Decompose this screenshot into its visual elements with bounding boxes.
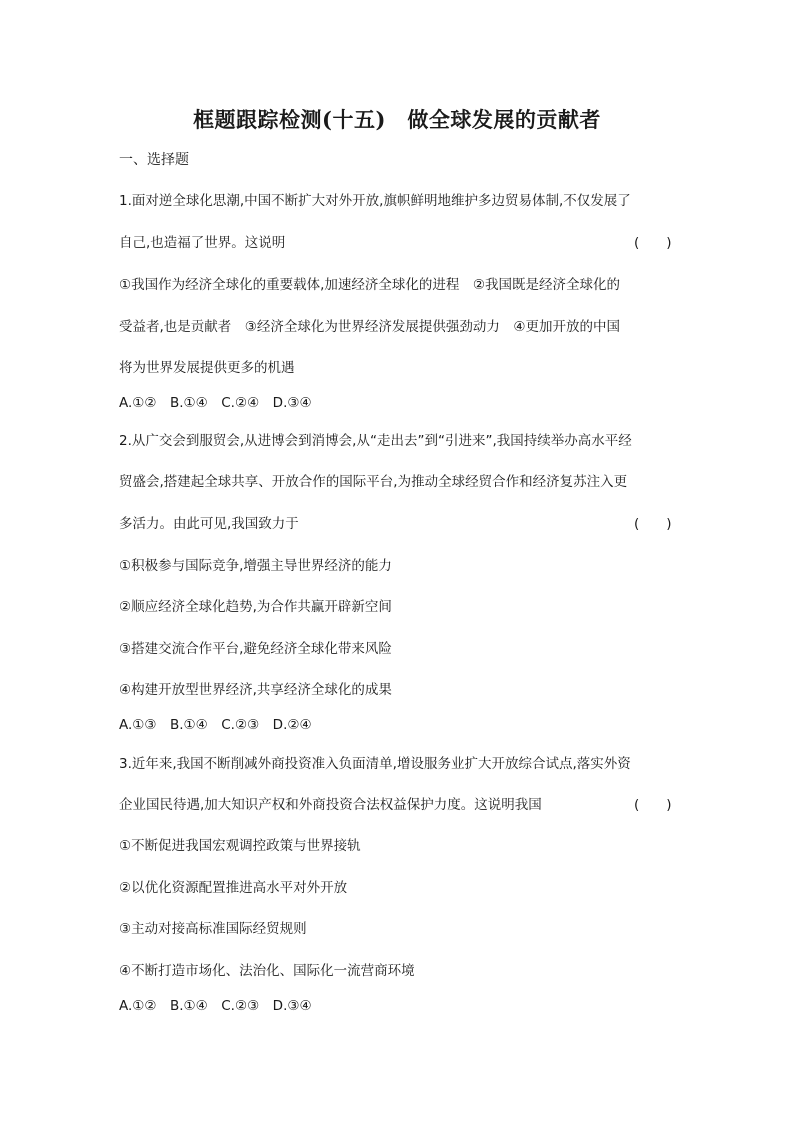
question-3-option-4: ④不断打造市场化、法治化、国际化一流营商环境: [119, 963, 415, 979]
question-1-option-line-1: ①我国作为经济全球化的重要载体,加速经济全球化的进程 ②我国既是经济全球化的: [119, 277, 620, 293]
question-1-line-2: 自己,也造福了世界。这说明: [119, 235, 286, 251]
question-3-option-1: ①不断促进我国宏观调控政策与世界接轨: [119, 838, 361, 854]
question-3-choices: A.①② B.①④ C.②③ D.③④: [119, 998, 312, 1014]
question-1-line-1: 1.面对逆全球化思潮,中国不断扩大对外开放,旗帜鲜明地维护多边贸易体制,不仅发展了: [119, 193, 631, 209]
question-2-answer-paren: ( ): [634, 516, 672, 532]
question-1-answer-paren: ( ): [634, 235, 672, 251]
question-2-choices: A.①③ B.①④ C.②③ D.②④: [119, 717, 312, 733]
section-heading: 一、选择题: [119, 152, 189, 168]
question-3-answer-paren: ( ): [634, 797, 672, 813]
question-3-line-1: 3.近年来,我国不断削减外商投资准入负面清单,增设服务业扩大开放综合试点,落实外资: [119, 756, 631, 772]
question-3-option-2: ②以优化资源配置推进高水平对外开放: [119, 880, 348, 896]
question-1-choices: A.①② B.①④ C.②④ D.③④: [119, 395, 312, 411]
question-2-option-3: ③搭建交流合作平台,避免经济全球化带来风险: [119, 641, 392, 657]
question-3-option-3: ③主动对接高标准国际经贸规则: [119, 921, 307, 937]
question-3-line-2: 企业国民待遇,加大知识产权和外商投资合法权益保护力度。这说明我国: [119, 797, 542, 813]
question-2-option-2: ②顺应经济全球化趋势,为合作共赢开辟新空间: [119, 599, 392, 615]
question-1-option-line-3: 将为世界发展提供更多的机遇: [119, 360, 295, 376]
question-2-option-1: ①积极参与国际竞争,增强主导世界经济的能力: [119, 558, 392, 574]
question-2-line-1: 2.从广交会到服贸会,从进博会到消博会,从“走出去”到“引进来”,我国持续举办高水平经: [119, 433, 632, 449]
question-2-line-3: 多活力。由此可见,我国致力于: [119, 516, 299, 532]
question-1-option-line-2: 受益者,也是贡献者 ③经济全球化为世界经济发展提供强劲动力 ④更加开放的中国: [119, 319, 620, 335]
question-2-option-4: ④构建开放型世界经济,共享经济全球化的成果: [119, 682, 392, 698]
question-2-line-2: 贸盛会,搭建起全球共享、开放合作的国际平台,为推动全球经贸合作和经济复苏注入更: [119, 474, 628, 490]
page-title: 框题跟踪检测(十五) 做全球发展的贡献者: [193, 107, 601, 132]
